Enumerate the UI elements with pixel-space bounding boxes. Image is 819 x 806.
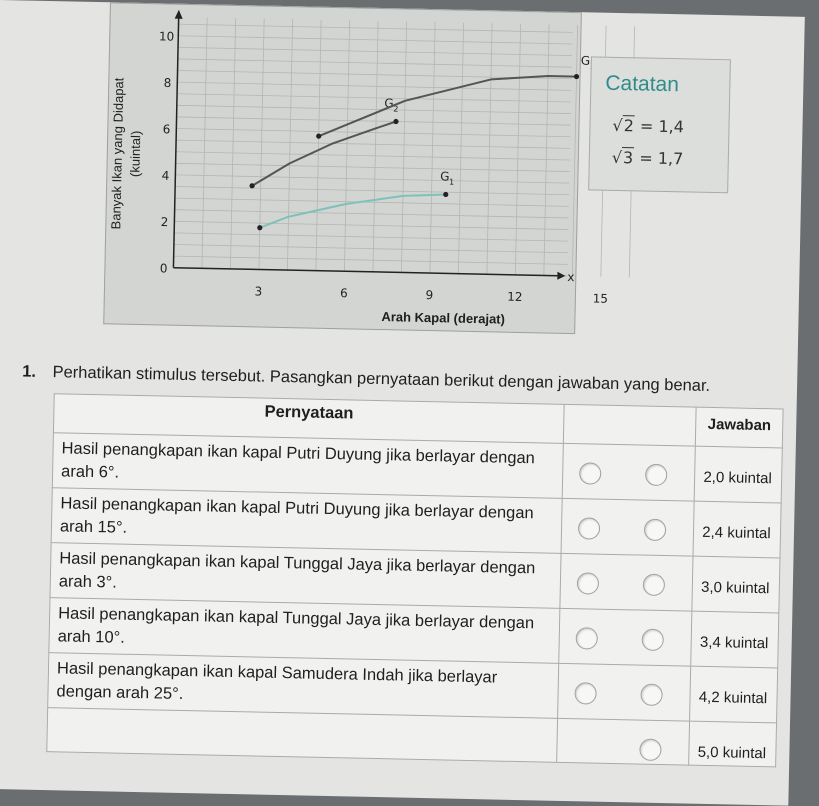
grid-line-horizontal — [177, 105, 571, 113]
header-radio-spacer — [564, 404, 697, 446]
question-text: Perhatikan stimulus tersebut. Pasangkan pernyataan berikut dengan jawaban yang benar. — [52, 363, 711, 395]
grid-line-vertical — [202, 17, 207, 268]
point-label: G — [384, 96, 394, 111]
y-tick-label: 4 — [161, 168, 170, 183]
statement-radio[interactable] — [575, 682, 597, 704]
grid-line-horizontal — [176, 163, 570, 171]
radio-single — [557, 718, 690, 765]
graph-panel — [103, 2, 609, 334]
answer-text: 4,2 kuintal — [690, 666, 778, 723]
series-start-point — [316, 133, 321, 138]
statement-text: Hasil penangkapan ikan kapal Putri Duyung jika berlayar dengan arah 6°. — [52, 433, 563, 499]
grid-line-vertical — [458, 23, 463, 274]
y-tick-label: 0 — [159, 261, 168, 276]
answer-text: 3,0 kuintal — [692, 556, 780, 613]
note-sqrt-3 — [612, 148, 684, 168]
grid-line-vertical — [259, 19, 264, 270]
series-start-point — [257, 225, 262, 230]
y-tick-label: 10 — [158, 29, 175, 44]
statement-radio[interactable] — [576, 627, 598, 649]
note-value: = 1,7 — [639, 148, 684, 169]
question-number: 1. — [22, 362, 37, 381]
series-end-point — [393, 119, 398, 124]
radio-pair — [558, 663, 691, 721]
grid-line-horizontal — [176, 152, 570, 160]
statement-radio[interactable] — [578, 517, 600, 539]
radio-pair — [560, 553, 693, 611]
radio-pair — [562, 443, 695, 501]
note-value: = 1,4 — [639, 116, 685, 137]
y-axis-line — [173, 17, 178, 268]
grid-line-horizontal — [176, 140, 570, 148]
grid-line-horizontal — [174, 233, 568, 241]
y-tick-label: 6 — [162, 122, 171, 137]
y-tick-label: 8 — [163, 75, 172, 91]
grid-line-vertical — [344, 20, 349, 271]
answer-radio[interactable] — [641, 684, 663, 706]
series-line-g3 — [319, 71, 577, 141]
question-prompt — [22, 363, 710, 396]
x-axis-label: Arah Kapal (derajat) — [381, 309, 506, 327]
x-tick-label: 6 — [339, 286, 348, 301]
statement-text: Hasil penangkapan ikan kapal Tunggal Jaya jika berlayar dengan arah 3°. — [50, 543, 561, 609]
answer-radio[interactable] — [642, 629, 664, 651]
x-tick-label: 3 — [254, 284, 263, 299]
grid-line-vertical — [230, 18, 235, 269]
x-axis-symbol: x — [567, 269, 575, 285]
sqrt-symbol: √2 — [612, 115, 635, 136]
grid-line-horizontal — [174, 221, 568, 229]
line-graph — [104, 3, 609, 333]
grid-line-horizontal — [179, 24, 573, 32]
answer-radio[interactable] — [639, 739, 661, 761]
y-axis-label: Banyak Ikan yang Didapat — [108, 77, 127, 230]
y-axis-arrow — [175, 10, 183, 19]
grid-line-horizontal — [174, 256, 568, 264]
note-sqrt-2 — [612, 116, 684, 136]
grid-line-vertical — [316, 20, 321, 271]
grid-line-horizontal — [174, 244, 568, 252]
point-label-subscript: 2 — [393, 104, 399, 114]
grid-line-vertical — [401, 22, 406, 273]
header-answer: Jawaban — [696, 407, 784, 448]
series-end-point — [443, 192, 448, 197]
series-end-point — [574, 74, 579, 79]
grid-line-horizontal — [177, 94, 571, 102]
x-axis-line — [173, 268, 557, 276]
matching-table — [46, 393, 783, 767]
grid-line-horizontal — [175, 210, 569, 218]
statement-radio[interactable] — [577, 572, 599, 594]
grid-line-vertical — [515, 24, 520, 275]
answer-text: 3,4 kuintal — [691, 611, 779, 668]
point-label: G — [440, 169, 450, 184]
point-label: G — [580, 53, 591, 68]
notes-title: Catatan — [605, 71, 680, 97]
answer-text: 2,0 kuintal — [694, 446, 782, 503]
x-tick-label: 9 — [425, 287, 434, 303]
grid-line-horizontal — [175, 187, 569, 195]
sqrt-symbol: √3 — [611, 147, 634, 168]
grid-line-horizontal — [178, 47, 572, 55]
radio-pair — [559, 608, 692, 666]
grid-line-vertical — [572, 25, 577, 276]
grid-line-vertical — [544, 25, 549, 276]
grid-line-vertical — [373, 21, 378, 272]
grid-line-horizontal — [175, 175, 569, 183]
x-axis-arrow — [557, 272, 565, 280]
answer-radio[interactable] — [643, 574, 665, 596]
y-axis-unit: (kuintal) — [127, 130, 144, 178]
statement-radio[interactable] — [579, 462, 601, 484]
answer-radio[interactable] — [645, 464, 667, 486]
grid-line-vertical — [287, 19, 292, 270]
y-tick-label: 2 — [160, 215, 169, 230]
grid-line-vertical — [487, 23, 492, 274]
answer-radio[interactable] — [644, 519, 666, 541]
statement-text: Hasil penangkapan ikan kapal Samudera Indah jika berlayar dengan arah 25°. — [48, 653, 559, 719]
answer-text: 2,4 kuintal — [693, 501, 781, 558]
empty-cell — [47, 708, 558, 763]
grid-line-horizontal — [177, 82, 571, 90]
x-tick-label: 15 — [592, 291, 609, 306]
answer-text: 5,0 kuintal — [689, 721, 777, 767]
grid-line-horizontal — [178, 59, 572, 67]
x-tick-label: 12 — [507, 289, 523, 305]
statement-text: Hasil penangkapan ikan kapal Putri Duyung jika berlayar dengan arah 15°. — [51, 488, 562, 554]
grid-line-horizontal — [177, 117, 571, 125]
radio-pair — [561, 498, 694, 556]
grid-line-vertical — [430, 22, 435, 273]
statement-text: Hasil penangkapan ikan kapal Tunggal Jaya jika berlayar dengan arah 10°. — [49, 598, 560, 664]
point-label-subscript: 1 — [448, 177, 455, 187]
grid-line-horizontal — [178, 36, 572, 44]
notes-box — [588, 56, 731, 193]
header-statement: Pernyataan — [53, 394, 564, 444]
series-line-g1 — [260, 191, 446, 232]
